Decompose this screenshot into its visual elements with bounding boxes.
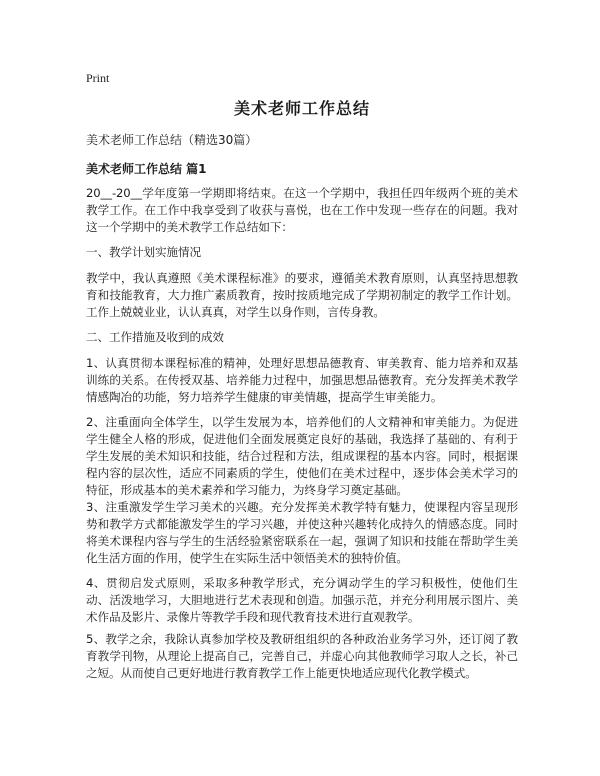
paragraph-item-3: 3、注重激发学生学习美术的兴趣。充分发挥美术教学特有魅力，使课程内容呈现形势和教学方式都能激发学生的学习兴趣，并使这种兴趣转化成持久的情感态度。同时将美术课程内容与学生的生活经验紧密联系在一起，强调了知识和技能在帮助学生美化生活方面的作用，使学生在实际生活中领悟美术的独特价值。 — [86, 500, 518, 565]
paragraph-item-2: 2、注重面向全体学生，以学生发展为本，培养他们的人文精神和审美能力。为促进学生健全人格的形成，促进他们全面发展奠定良好的基础，我选择了基础的、有利于学生发展的美术知识和技能，结合过程和方法，组成课程的基本内容。同时，根据课程内容的层次性，适应不同素质的学生，使他们在美术过程中，逐步体会美术学习的特征，形成基本的美术素养和学习能力，为终身学习奠定基础。 — [86, 415, 518, 497]
paragraph-item-1: 1、认真贯彻本课程标准的精神，处理好思想品德教育、审美教育、能力培养和双基训练的关系。在传授双基、培养能力过程中，加强思想品德教育。充分发挥美术教学情感陶冶的功能，努力培养学生健康的审美情趣，提高学生审美能力。 — [86, 356, 518, 404]
heading-plan: 一、教学计划实施情况 — [86, 245, 201, 259]
paragraph-item-5: 5、教学之余，我除认真参加学校及教研组组织的各种政治业务学习外，还订阅了教育教学刊物，从理论上提高自己，完善自己，并虚心向其他教师学习取人之长，补己之短。从而使自己更好地进行教育教学工作上能更快地适应现代化教学模式。 — [86, 632, 518, 680]
paragraph-intro: 20__-20__学年度第一学期即将结束。在这一个学期中，我担任四年级两个班的美术教学工作。在工作中我享受到了收获与喜悦，也在工作中发现一些存在的问题。我对这一个学期中的美术教学工作总结如下： — [86, 186, 518, 234]
paragraph-item-4: 4、贯彻启发式原则，采取多种教学形式，充分调动学生的学习积极性，使他们生动、活泼地学习，大胆地进行艺术表现和创造。加强示范，并充分利用展示图片、美术作品及影片、录像片等教学手段和现代教育技术进行直观教学。 — [86, 576, 518, 624]
heading-measures: 二、工作措施及收到的成效 — [86, 330, 224, 344]
page-title: 美术老师工作总结 — [233, 99, 370, 118]
paragraph-plan: 教学中，我认真遵照《美术课程标准》的要求，遵循美术教育原则，认真坚持思想教育和技能教育，大力推广素质教育，按时按质地完成了学期初制定的教学工作计划。工作上兢兢业业，认认真真，对学生以身作则，言传身教。 — [86, 271, 518, 319]
print-label[interactable]: Print — [86, 71, 110, 85]
document-subtitle: 美术老师工作总结（精选30篇） — [86, 133, 258, 147]
section-heading: 美术老师工作总结 篇1 — [86, 162, 207, 176]
